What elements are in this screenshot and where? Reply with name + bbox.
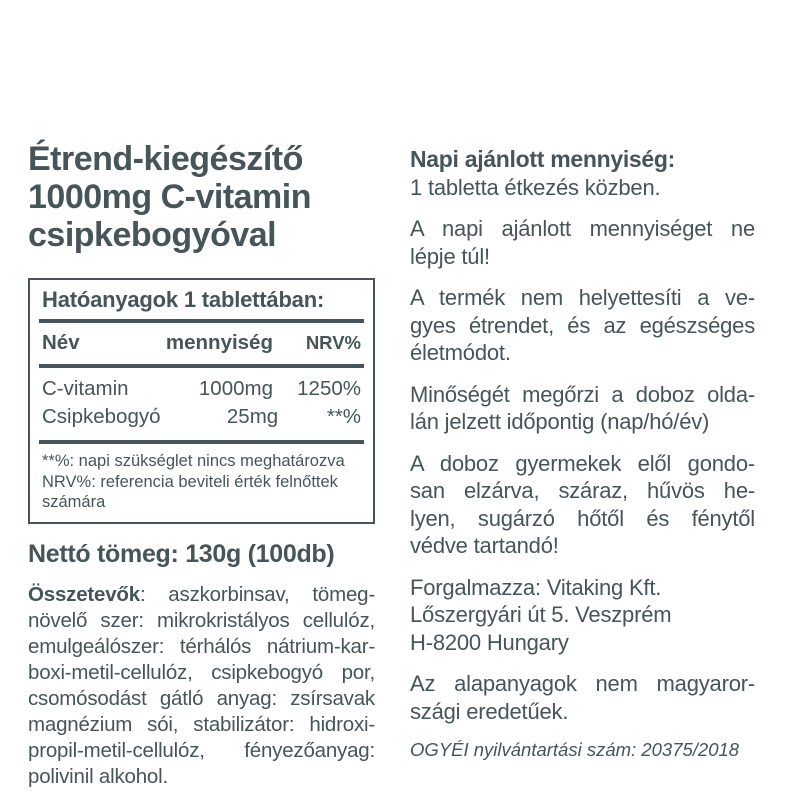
dosage-heading: Napi ajánlott mennyiség: <box>410 146 676 172</box>
ingredients-lead-text: : aszkorbinsav, tömeg- <box>139 582 375 606</box>
table-row <box>39 403 364 431</box>
text-line: csomósodást gátló anyag: zsírsavak <box>28 686 375 710</box>
text-line: A doboz gyermekek elől gondo- <box>410 450 755 476</box>
paragraph-best-before <box>410 381 755 436</box>
text-line: propil-metil-cellulóz, fényezőanyag: <box>28 738 375 762</box>
column-header-nrv: NRV% <box>305 332 361 353</box>
paragraph-storage <box>410 450 755 560</box>
text-line: Minőségét megőrzi a doboz olda- <box>410 381 755 407</box>
text-line: szági eredetűek. <box>410 698 569 724</box>
dosage-paragraph <box>410 146 755 201</box>
text-line: polivinil alkohol. <box>28 764 168 788</box>
text-line: növelő szer: mikrokristályos cellulóz, <box>28 608 375 632</box>
column-header-amount: mennyiség <box>165 331 273 354</box>
text-line: A termék nem helyettesíti a ve- <box>410 285 755 310</box>
text-line: Étrend-kiegészítő <box>28 140 303 178</box>
text-line: san elzárva, száraz, hűvös he- <box>410 478 755 503</box>
ingredient-name: C-vitamin <box>42 377 129 400</box>
text-line: lyen, sugárzó hőtől és fénytől <box>410 505 755 531</box>
table-body <box>39 368 364 440</box>
table-footnotes <box>39 444 364 522</box>
paragraph-origin <box>410 670 755 725</box>
ingredient-amount: 25mg <box>226 405 279 428</box>
product-title <box>28 140 375 254</box>
active-ingredients-table <box>28 278 375 524</box>
text-line: NRV%: referencia beviteli érték felnőttek számára <box>42 472 338 511</box>
text-line: életmódot. <box>410 340 511 365</box>
text-line: **%: napi szükséglet nincs meghatározva <box>42 452 345 470</box>
text-line: Az alapanyagok nem magyaror- <box>410 671 755 696</box>
text-line <box>28 582 375 608</box>
text-line: Lőszergyári út 5. Veszprém <box>410 602 672 627</box>
registration-number: OGYÉI nyilvántartási szám: 20375/2018 <box>410 739 740 760</box>
net-weight: Nettó tömeg: 130g (100db) <box>28 539 335 568</box>
paragraph-varied-diet <box>410 284 755 367</box>
text-line: emulgeálószer: térhálós nátrium-kar- <box>28 634 375 658</box>
text-line: lán jelzett időpontig (nap/hó/év) <box>410 409 710 434</box>
right-column <box>410 146 755 761</box>
text-line: Forgalmazza: Vitaking Kft. <box>410 574 662 600</box>
text-line: lépje túl! <box>410 243 490 269</box>
ingredient-amount: 1000mg <box>198 377 273 400</box>
text-line: 1000mg C-vitamin <box>28 178 311 216</box>
ingredient-nrv: 1250% <box>297 377 361 400</box>
text-line: A napi ajánlott mennyiséget ne <box>410 216 755 241</box>
ingredients-label: Összetevők <box>28 582 140 606</box>
distributor-block <box>410 574 755 657</box>
column-header-name: Név <box>42 331 80 354</box>
text-line: magnézium sói, stabilizátor: hidroxi- <box>28 712 375 736</box>
table-row <box>39 375 364 403</box>
ingredients-paragraph <box>28 582 375 790</box>
paragraph-do-not-exceed <box>410 215 755 270</box>
ingredient-nrv: **% <box>326 405 361 428</box>
left-column <box>28 140 375 790</box>
table-header-row <box>39 323 364 364</box>
text-line: gyes étrendet, és az egészséges <box>410 312 755 338</box>
ingredient-name: Csipkebogyó <box>42 405 161 428</box>
dosage-text: 1 tabletta étkezés közben. <box>410 174 661 200</box>
text-line: csipkebogyóval <box>28 216 277 254</box>
table-caption: Hatóanyagok 1 tablettában: <box>42 287 325 312</box>
text-line: boxi-metil-cellulóz, csipkebogyó por, <box>28 660 375 684</box>
text-line: H-8200 Hungary <box>410 629 569 655</box>
text-line: védve tartandó! <box>410 533 559 558</box>
